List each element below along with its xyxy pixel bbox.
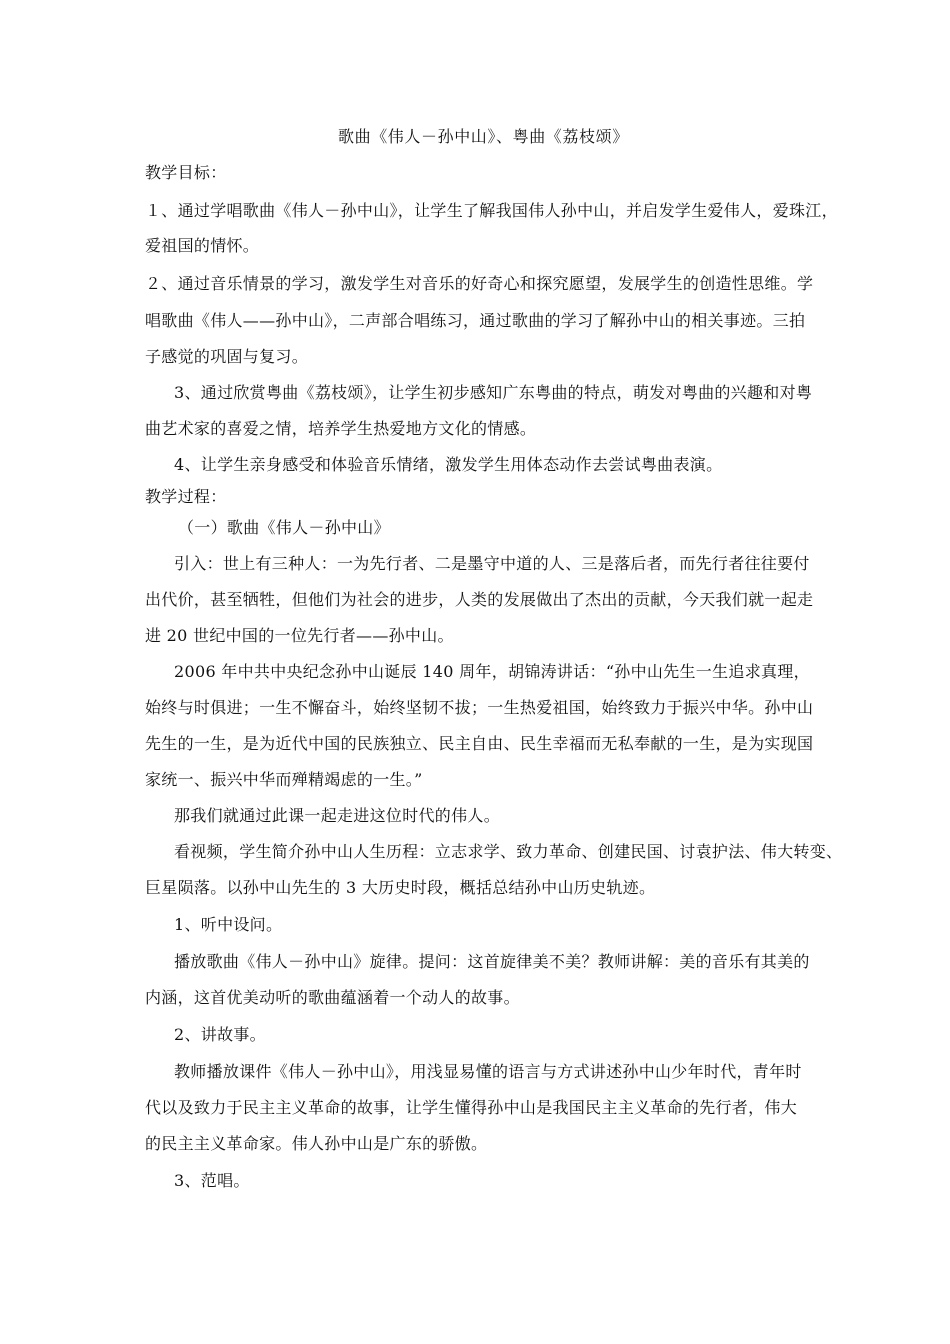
step-2-line-1: 教师播放课件《伟人－孙中山》，用浅显易懂的语言与方式讲述孙中山少年时代，青年时 xyxy=(174,1062,802,1081)
objective-3-line-1: 3、通过欣赏粤曲《荔枝颂》，让学生初步感知广东粤曲的特点，萌发对粤曲的兴趣和对粤 xyxy=(174,383,813,402)
section-1-title: （一）歌曲《伟人－孙中山》 xyxy=(178,518,390,537)
step-3-title: 3、范唱。 xyxy=(174,1171,250,1190)
step-1-line-1: 播放歌曲《伟人－孙中山》旋律。提问：这首旋律美不美？教师讲解：美的音乐有其美的 xyxy=(174,952,810,971)
process-heading: 教学过程： xyxy=(145,487,227,506)
step-1-title: 1、听中设问。 xyxy=(174,915,283,934)
objective-1-line-2: 爱祖国的情怀。 xyxy=(145,236,260,255)
quote-line-2: 始终与时俱进；一生不懈奋斗，始终坚韧不拔；一生热爱祖国，始终致力于振兴中华。孙中山 xyxy=(145,698,814,717)
objective-3-line-2: 曲艺术家的喜爱之情，培养学生热爱地方文化的情感。 xyxy=(145,419,537,438)
intro-line-2: 出代价，甚至牺牲，但他们为社会的进步，人类的发展做出了杰出的贡献，今天我们就一起走 xyxy=(145,590,814,609)
objective-4-line-1: 4、让学生亲身感受和体验音乐情绪，激发学生用体态动作去尝试粤曲表演。 xyxy=(174,455,723,474)
quote-line-1: 2006 年中共中央纪念孙中山诞辰 140 周年，胡锦涛讲话：“孙中山先生一生追求真理， xyxy=(174,662,810,681)
intro-line-1: 引入：世上有三种人：一为先行者、二是墨守中道的人、三是落后者，而先行者往往要付 xyxy=(174,554,810,573)
video-line-2: 巨星陨落。以孙中山先生的 3 大历史时段，概括总结孙中山历史轨迹。 xyxy=(145,878,656,897)
step-2-line-2: 代以及致力于民主主义革命的故事，让学生懂得孙中山是我国民主主义革命的先行者，伟大 xyxy=(145,1098,798,1117)
document-title: 歌曲《伟人－孙中山》、粤曲《荔枝颂》 xyxy=(338,127,629,146)
quote-line-4: 家统一、振兴中华而殚精竭虑的一生。” xyxy=(145,770,423,789)
objective-1-line-1: １、通过学唱歌曲《伟人－孙中山》，让学生了解我国伟人孙中山，并启发学生爱伟人，爱珠江， xyxy=(145,201,838,220)
step-1-line-2: 内涵，这首优美动听的歌曲蕴涵着一个动人的故事。 xyxy=(145,988,520,1007)
step-2-title: 2、讲故事。 xyxy=(174,1025,266,1044)
objective-2-line-2: 唱歌曲《伟人——孙中山》，二声部合唱练习，通过歌曲的学习了解孙中山的相关事迹。三拍 xyxy=(145,311,806,330)
transition-text: 那我们就通过此课一起走进这位时代的伟人。 xyxy=(174,806,501,825)
step-2-line-3: 的民主主义革命家。伟人孙中山是广东的骄傲。 xyxy=(145,1134,488,1153)
objectives-heading: 教学目标： xyxy=(145,163,227,182)
video-line-1: 看视频，学生简介孙中山人生历程：立志求学、致力革命、创建民国、讨袁护法、伟大转变、 xyxy=(174,842,843,861)
quote-line-3: 先生的一生，是为近代中国的民族独立、民主自由、民生幸福而无私奉献的一生，是为实现国 xyxy=(145,734,814,753)
objective-2-line-1: ２、通过音乐情景的学习，激发学生对音乐的好奇心和探究愿望，发展学生的创造性思维。学 xyxy=(145,274,814,293)
objective-2-line-3: 子感觉的巩固与复习。 xyxy=(145,347,309,366)
intro-line-3: 进 20 世纪中国的一位先行者——孙中山。 xyxy=(145,626,454,645)
